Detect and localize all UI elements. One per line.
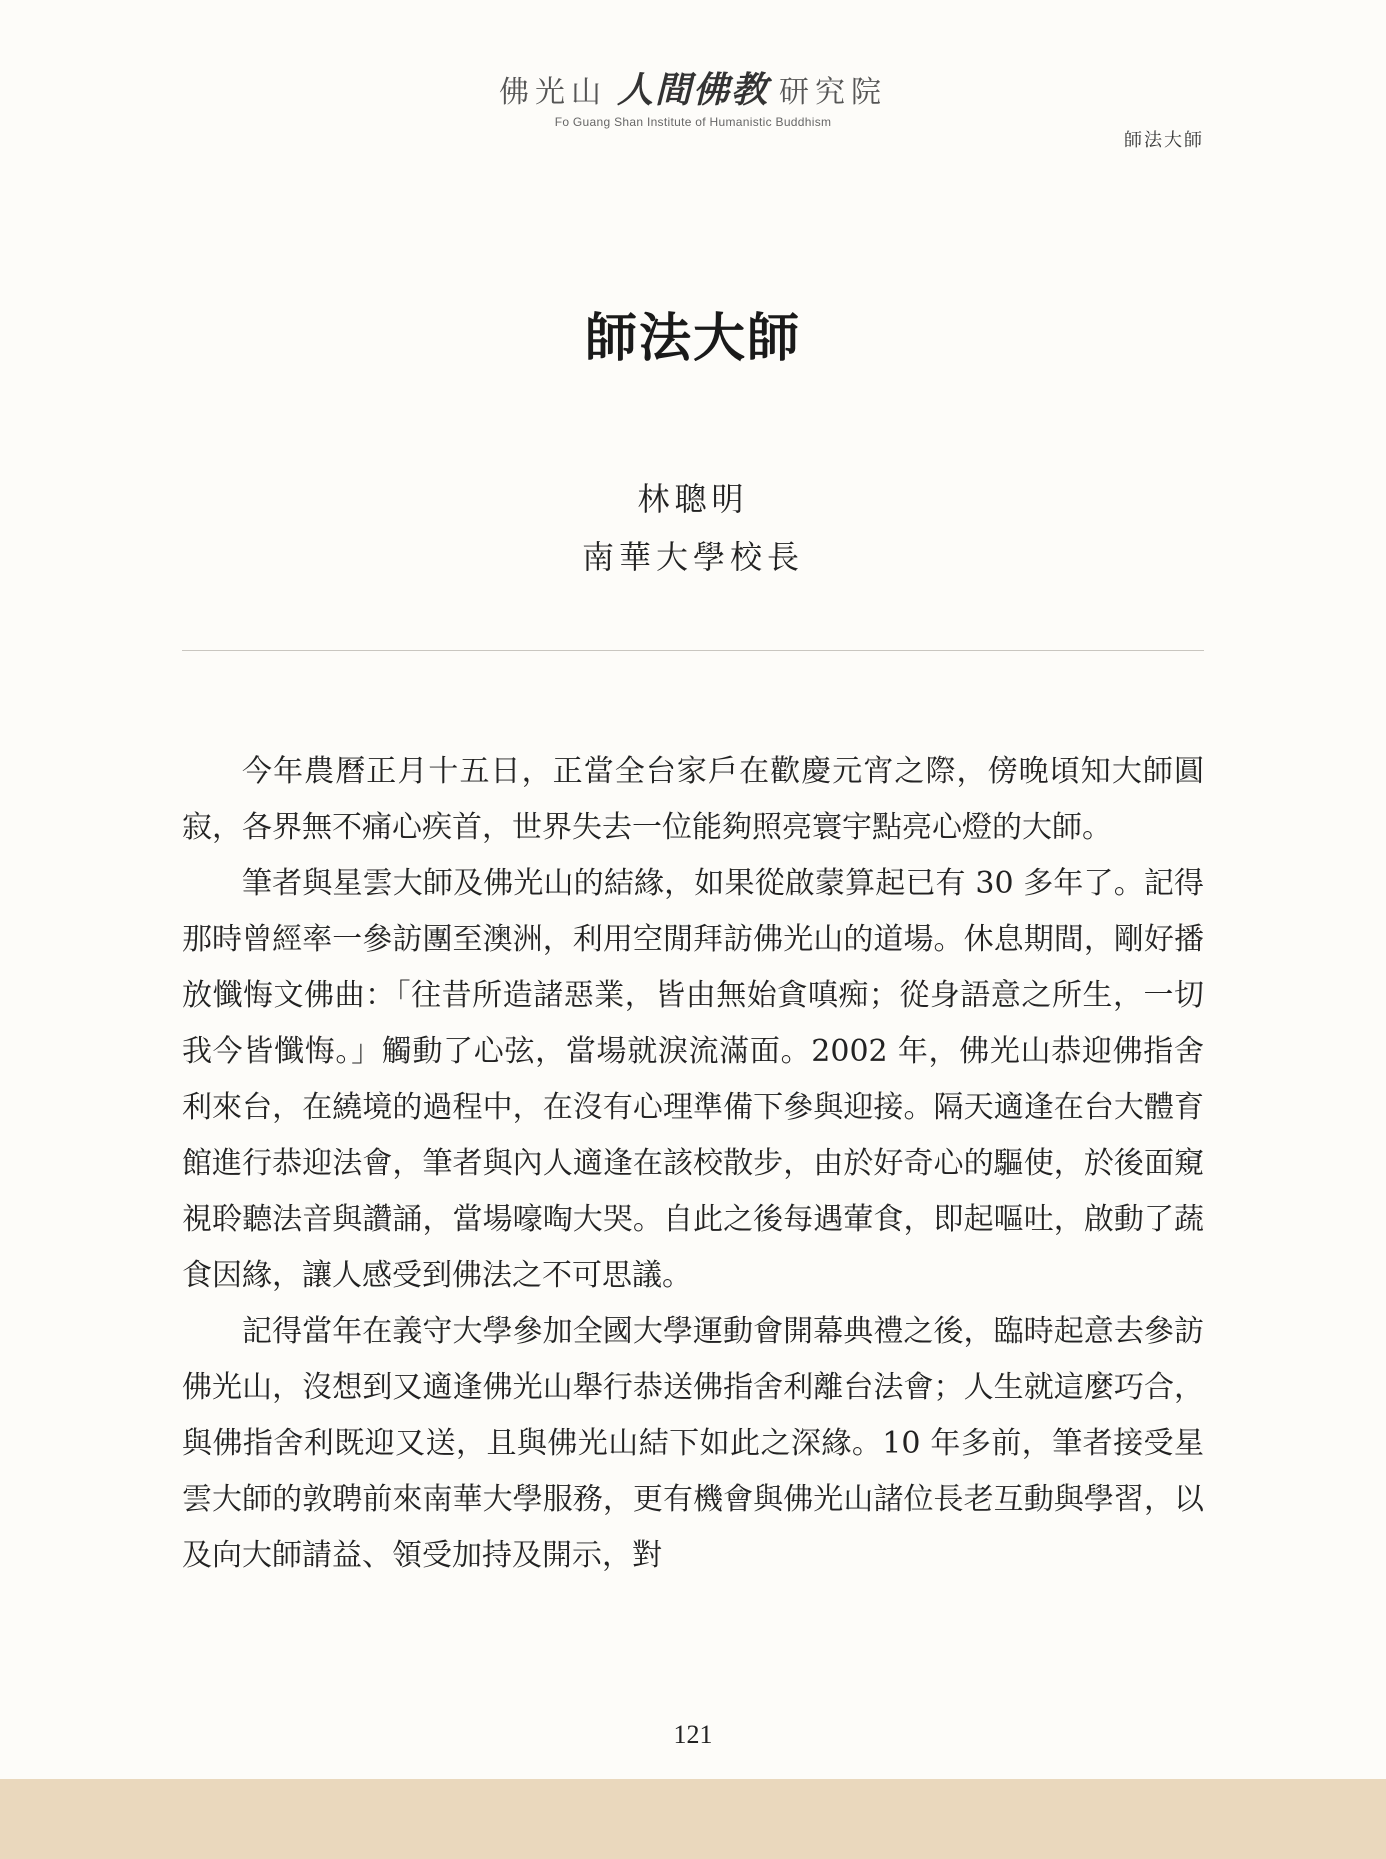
logo-wordmark bbox=[0, 62, 1386, 113]
paragraph: 筆者與星雲大師及佛光山的結緣，如果從啟蒙算起已有 30 多年了。記得那時曾經率一參訪團至澳洲，利用空閒拜訪佛光山的道場。休息期間，剛好播放懺悔文佛曲：「往昔所造諸惡業，皆由無始貪嗔痴；從身語意之所生，一切我今皆懺悔。」觸動了心弦，當場就淚流滿面。2002 年，佛光山恭迎佛指舍利來台，在繞境的過程中，在沒有心理準備下參與迎接。隔天適逢在台大體育館進行恭迎法會，筆者與內人適逢在該校散步，由於好奇心的驅使，於後面窺視聆聽法音與讚誦，當場嚎啕大哭。自此之後每遇葷食，即起嘔吐，啟動了蔬食因緣，讓人感受到佛法之不可思議。 bbox=[182, 866, 1204, 1293]
logo-brand: 人間佛教 bbox=[616, 69, 769, 111]
running-head: 師法大師 bbox=[1124, 130, 1204, 151]
institute-logo bbox=[0, 62, 1386, 129]
footer-band bbox=[0, 1779, 1386, 1859]
author-block bbox=[0, 470, 1386, 586]
logo-prefix: 佛光山 bbox=[498, 75, 607, 110]
author-affiliation: 南華大學校長 bbox=[581, 538, 804, 576]
section-divider bbox=[182, 650, 1204, 651]
logo-suffix: 研究院 bbox=[779, 75, 887, 110]
author-name: 林聰明 bbox=[637, 480, 749, 518]
article-title: 師法大師 bbox=[584, 308, 801, 369]
paragraph: 記得當年在義守大學參加全國大學運動會開幕典禮之後，臨時起意去參訪佛光山，沒想到又適逢佛光山舉行恭送佛指舍利離台法會；人生就這麼巧合，與佛指舍利既迎又送，且與佛光山結下如此之深緣。10 年多前，筆者接受星雲大師的敦聘前來南華大學服務，更有機會與佛光山諸位長老互動與學習，以及向大師請益、領受加持及開示，對 bbox=[182, 1314, 1204, 1573]
page-number: 121 bbox=[673, 1720, 713, 1749]
article-body bbox=[182, 744, 1204, 1584]
logo-english-name: Fo Guang Shan Institute of Humanistic Buddhism bbox=[554, 115, 832, 129]
paragraph: 今年農曆正月十五日，正當全台家戶在歡慶元宵之際，傍晚頃知大師圓寂，各界無不痛心疾首，世界失去一位能夠照亮寰宇點亮心燈的大師。 bbox=[182, 754, 1204, 845]
